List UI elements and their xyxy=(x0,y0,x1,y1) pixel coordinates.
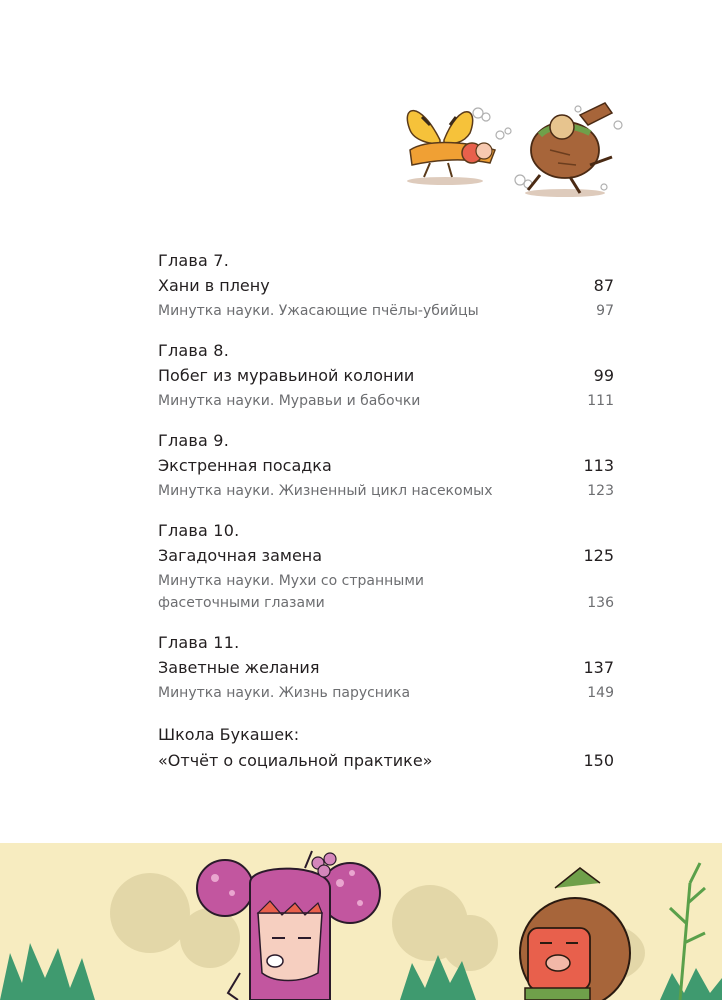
science-row[interactable] xyxy=(158,480,614,502)
chapter-9 xyxy=(158,430,614,502)
butterfly-character-icon xyxy=(407,111,495,177)
page-number: 149 xyxy=(587,685,614,701)
chapter-title: Загадочная замена xyxy=(158,546,323,565)
page-number: 111 xyxy=(587,393,614,409)
page-number: 136 xyxy=(587,595,614,611)
final-title-row xyxy=(158,748,614,774)
science-row[interactable] xyxy=(158,682,614,704)
chapter-title-row[interactable] xyxy=(158,542,614,570)
page-number: 125 xyxy=(583,546,614,565)
chapter-title-row[interactable] xyxy=(158,362,614,390)
science-title: Минутка науки. Мухи со странными xyxy=(158,573,424,589)
chapter-label: Глава 10. xyxy=(158,521,240,540)
page-number: 99 xyxy=(593,366,614,385)
science-title: Минутка науки. Жизненный цикл насекомых xyxy=(158,483,493,499)
chapter-title: Побег из муравьиной колонии xyxy=(158,366,415,385)
science-title: Минутка науки. Муравьи и бабочки xyxy=(158,393,421,409)
page-number: 113 xyxy=(583,456,614,475)
page-number: 137 xyxy=(583,658,614,677)
science-title: фасеточными глазами xyxy=(158,595,325,611)
chapter-label: Глава 9. xyxy=(158,431,229,450)
science-title: Минутка науки. Ужасающие пчёлы-убийцы xyxy=(158,303,479,319)
science-row[interactable] xyxy=(158,390,614,412)
page-number: 150 xyxy=(583,751,614,770)
chapter-label: Глава 11. xyxy=(158,633,240,652)
page-number: 123 xyxy=(587,483,614,499)
chapter-label: Глава 8. xyxy=(158,341,229,360)
chapter-title: Экстренная посадка xyxy=(158,456,332,475)
chapter-label: Глава 7. xyxy=(158,251,229,270)
chase-illustration xyxy=(400,95,630,205)
bottom-banner-illustration xyxy=(0,843,722,1000)
science-title: Минутка науки. Жизнь парусника xyxy=(158,685,411,701)
chapter-title: Заветные желания xyxy=(158,658,320,677)
final-section[interactable] xyxy=(158,722,614,774)
final-title-line1: Школа Букашек: xyxy=(158,725,300,744)
chapter-10 xyxy=(158,520,614,614)
chapter-title-row[interactable] xyxy=(158,272,614,300)
science-row[interactable] xyxy=(158,300,614,322)
science-row-line1[interactable] xyxy=(158,570,614,592)
science-row-line2[interactable] xyxy=(158,592,614,614)
chapter-title-row[interactable] xyxy=(158,654,614,682)
chapter-7 xyxy=(158,250,614,322)
final-title-line2: «Отчёт о социальной практике» xyxy=(158,751,433,770)
table-of-contents xyxy=(158,250,614,774)
chapter-8 xyxy=(158,340,614,412)
page-number: 97 xyxy=(596,303,614,319)
chapter-title: Хани в плену xyxy=(158,276,270,295)
chapter-title-row[interactable] xyxy=(158,452,614,480)
beetle-character-icon xyxy=(528,103,612,193)
page-number: 87 xyxy=(593,276,614,295)
chapter-11 xyxy=(158,632,614,704)
